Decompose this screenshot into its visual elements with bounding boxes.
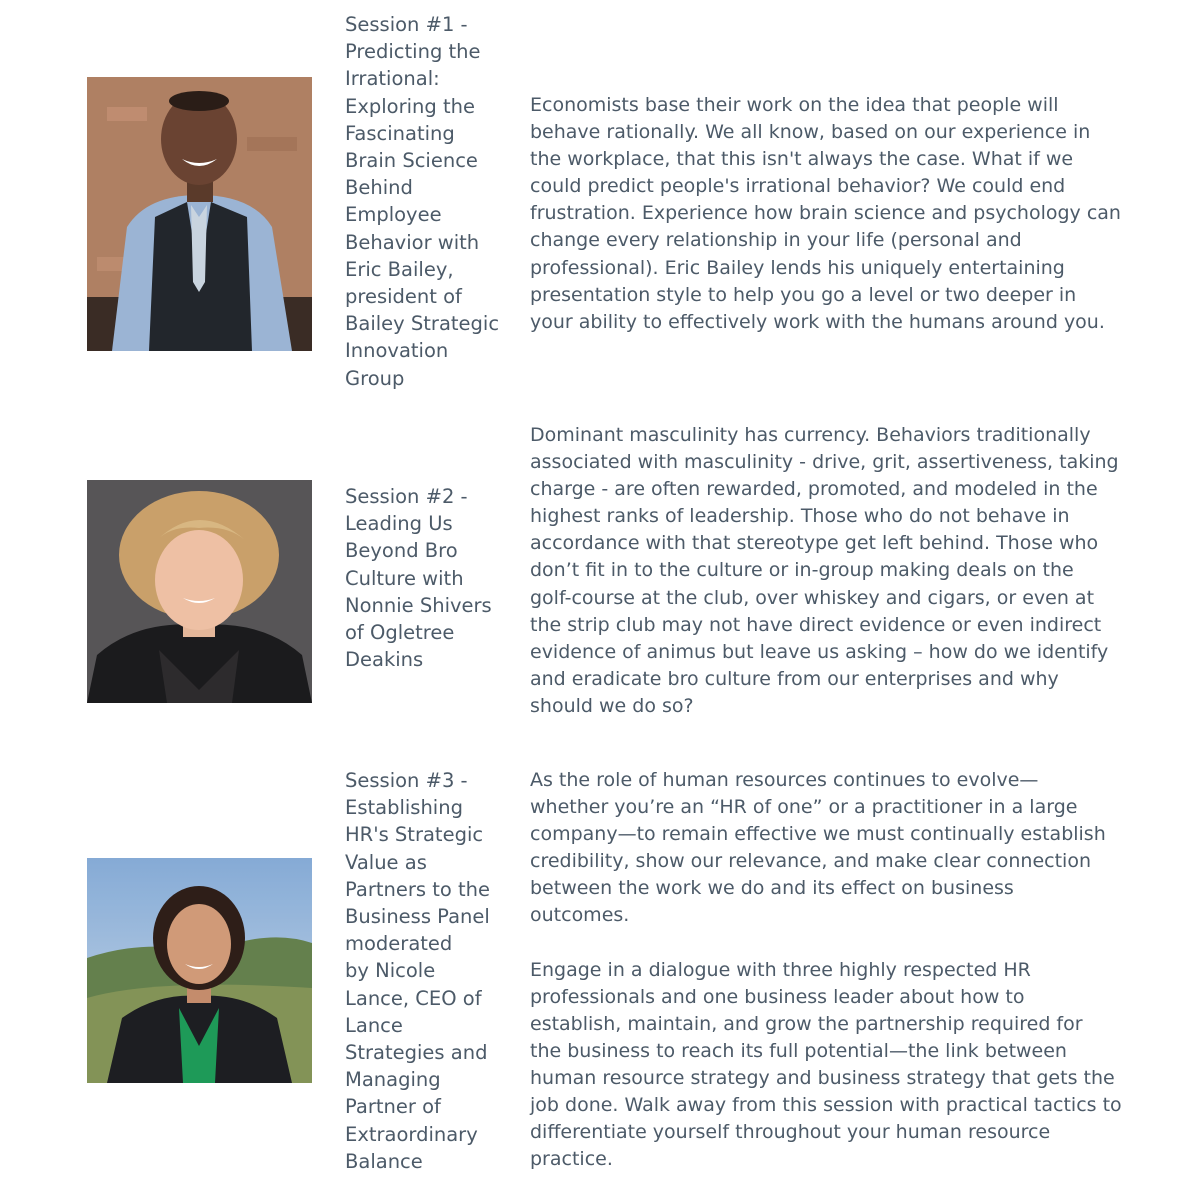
speaker-photo-eric-bailey: [87, 77, 312, 351]
session-1-description: Economists base their work on the idea that people will behave rationally. We all know, based on our experience in the workplace, that this isn't always the case. What if we could predict people's irrational behavior? We could end frustration. Experience how brain science and psychology can change every relationship in your life (personal and professional). Eric Bailey lends his uniquely entertaining presentation style to help you go a level or two deeper in your ability to effectively work with the humans around you.: [530, 94, 1121, 333]
session-2-title: Session #2 - Leading Us Beyond Bro Culture with Nonnie Shivers of Ogletree Deakins: [345, 485, 492, 672]
session-1-title: Session #1 - Predicting the Irrational: Exploring the Fascinating Brain Science Behind Employee Behavior with Eric Bailey, president of Bailey Strategic Innovation Group: [345, 13, 500, 390]
session-3-description: As the role of human resources continues to evolve— whether you’re an “HR of one” or a practitioner in a large company—to remain effective we must continually establish credibility, show our relevance, and make clear connection between the work we do and its effect on business outcomes. Engage in a dialogue with three highly respected HR professionals and one business leader about how to establish, maintain, and grow the partnership required for the business to reach its full potential—the link between human resource strategy and business strategy that gets the job done. Walk away from this session with practical tactics to differentiate yourself throughout your human resource practice.: [530, 769, 1122, 1171]
session-2-description: Dominant masculinity has currency. Behaviors traditionally associated with masculinity - drive, grit, assertiveness, taking charge - are often rewarded, promoted, and modeled in the highest ranks of leadership. Those who do not behave in accordance with that stereotype get left behind. Those who don’t fit in to the culture or in-group making deals on the golf-course at the club, over whiskey and cigars, or even at the strip club may not have direct evidence or even indirect evidence of animus but leave us asking – how do we identify and eradicate bro culture from our enterprises and why should we do so?: [530, 424, 1119, 717]
speaker-photo-nicole-lance: [87, 858, 312, 1083]
speaker-photo-nonnie-shivers: [87, 480, 312, 703]
session-3-title: Session #3 - Establishing HR's Strategic Value as Partners to the Business Panel moderated by Nicole Lance, CEO of Lance Strategies and Managing Partner of Extraordinary Balance: [345, 769, 491, 1173]
